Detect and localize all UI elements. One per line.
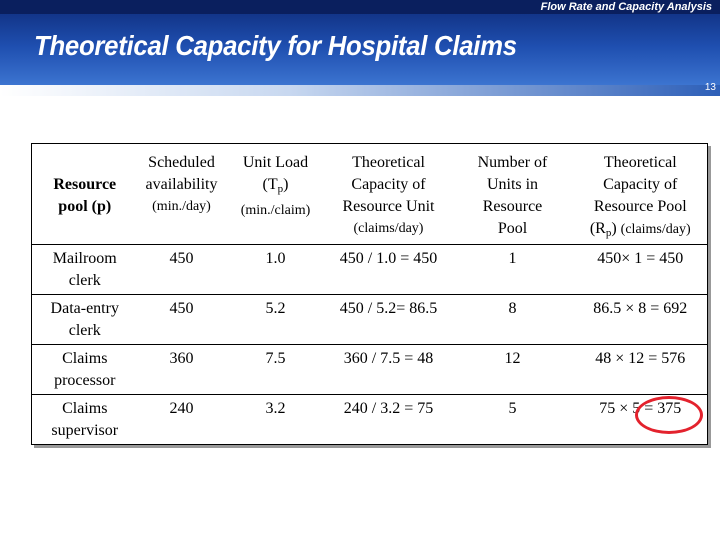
cell-unit-capacity: 360 / 7.5 = 48 (326, 345, 452, 395)
cell-pool-capacity: 450× 1 = 450 (597, 250, 684, 267)
slide-number: 13 (704, 82, 716, 93)
cell-unit-load: 3.2 (226, 395, 326, 445)
cell-unit-capacity: 240 / 3.2 = 75 (326, 395, 452, 445)
cell-unit-load: 7.5 (226, 345, 326, 395)
header-resource-pool: Resource pool (p) (32, 144, 138, 245)
table-row (32, 345, 708, 395)
row-resource-name: Data-entry clerk (32, 295, 138, 345)
cell-unit-load: 1.0 (265, 250, 286, 267)
section-label: Flow Rate and Capacity Analysis (540, 1, 712, 13)
table-row (32, 395, 708, 445)
table-header-row (32, 144, 708, 245)
header-pool-capacity: Theoretical Capacity of Resource Pool $(R_p)$ (claims/day) (574, 144, 708, 245)
cell-availability: 360 (138, 345, 226, 395)
cell-pool-capacity: 75 × 5 = 375 (574, 395, 708, 445)
cell-unit-load: 5.2 (226, 295, 326, 345)
header-unit-capacity: Theoretical Capacity of Resource Unit (claims/day) (326, 144, 452, 245)
cell-availability: 450 (169, 250, 194, 267)
header-unit-load: Unit Load $(T_p)$ (min./claim) (226, 144, 326, 245)
header-number-of-units: Number of Units in Resource Pool (452, 144, 574, 245)
cell-availability: 240 (138, 395, 226, 445)
cell-pool-capacity: 86.5 × 8 = 692 (574, 295, 708, 345)
cell-unit-capacity: 450 / 1.0 = 450 (339, 250, 438, 267)
row-resource-name: Claims processor (32, 345, 138, 395)
page-title: Theoretical Capacity for Hospital Claims (34, 30, 517, 61)
capacity-table (31, 143, 708, 445)
cell-unit-capacity: 450 / 5.2= 86.5 (326, 295, 452, 345)
cell-availability: 450 (138, 295, 226, 345)
cell-units: 8 (452, 295, 574, 345)
accent-line (0, 85, 720, 96)
table-row (32, 245, 708, 295)
table-row (32, 295, 708, 345)
cell-units: 5 (452, 395, 574, 445)
header-scheduled-availability: Scheduled availability (min./day) (138, 144, 226, 245)
cell-pool-capacity: 48 × 12 = 576 (574, 345, 708, 395)
row-resource-name: Claims supervisor (32, 395, 138, 445)
row-resource-name: Mailroom clerk (52, 250, 117, 289)
cell-units: 12 (452, 345, 574, 395)
cell-units: 1 (508, 250, 517, 267)
